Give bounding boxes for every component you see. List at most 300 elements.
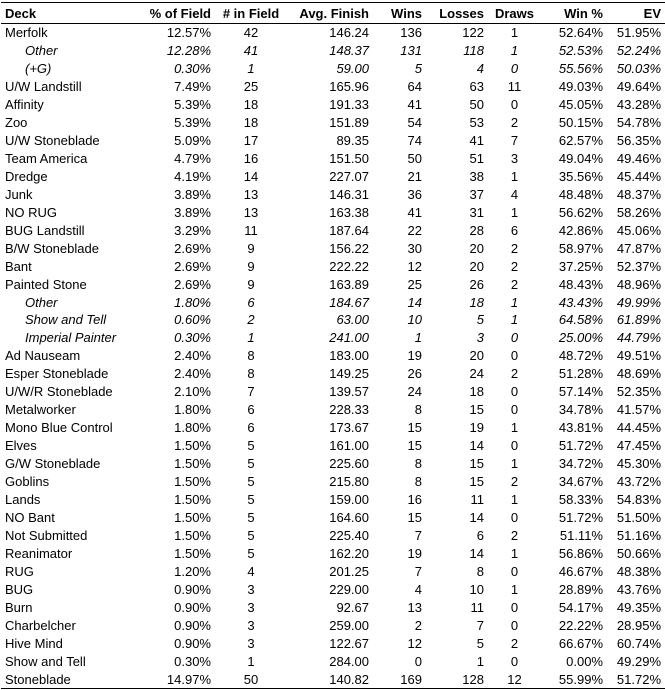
losses-cell: 31 [469,204,484,220]
table-subrow [1,59,665,77]
wins-cell: 15 [407,420,422,436]
ev-cell: 48.37% [616,186,661,202]
deck-name-cell: RUG [5,564,34,580]
losses-cell: 20 [469,348,484,364]
win-percent-cell: 34.78% [558,402,603,418]
table-row [1,509,665,527]
number-in-field-cell: 5 [247,438,255,454]
average-finish-cell: 183.00 [329,348,369,364]
draws-cell: 7 [510,132,519,148]
draws-cell: 0 [510,348,519,364]
deck-name-cell: Stoneblade [1,670,135,688]
deck-name-cell: Other [25,42,58,58]
win-percent-cell: 51.28% [558,366,603,382]
ev-cell: 49.99% [616,294,661,310]
wins-cell: 15 [407,510,422,526]
win-percent-cell: 51.72% [558,438,603,454]
average-finish-cell: 222.22 [329,258,369,274]
number-in-field-cell: 25 [243,78,259,94]
deck-name-cell: Painted Stone [5,276,87,292]
table-row [1,599,665,617]
wins-cell: 2 [414,617,422,633]
win-percent-cell: 57.14% [558,384,603,400]
win-percent-cell: 55.99% [541,670,607,688]
deck-name-cell: Mono Blue Control [5,420,113,436]
percent-of-field-cell: 0.30% [174,653,211,669]
percent-of-field-cell: 2.69% [174,240,211,256]
wins-cell: 22 [407,222,422,238]
table-row [1,275,665,293]
table-subrow [1,329,665,347]
column-header-ev: EV [607,3,665,24]
win-percent-cell: 0.00% [566,653,603,669]
ev-cell: 50.03% [616,60,661,76]
average-finish-cell: 241.00 [329,330,369,346]
average-finish-cell: 184.67 [329,294,369,310]
column-header-draws: Draws [488,3,541,24]
losses-cell: 122 [462,25,484,41]
ev-cell: 51.72% [607,670,665,688]
ev-cell: 52.35% [616,384,661,400]
ev-cell: 49.51% [616,348,661,364]
wins-cell: 8 [414,456,422,472]
deck-name-cell: NO RUG [5,204,57,220]
draws-cell: 2 [510,635,519,651]
win-percent-cell: 46.67% [558,564,603,580]
table-row [1,203,665,221]
table-row [1,670,665,688]
number-in-field-cell: 50 [215,670,287,688]
losses-cell: 19 [469,420,484,436]
average-finish-cell: 187.64 [329,222,369,238]
percent-of-field-cell: 2.10% [174,384,211,400]
average-finish-cell: 59.00 [336,60,369,76]
wins-cell: 7 [414,528,422,544]
losses-cell: 14 [469,510,484,526]
draws-cell: 2 [510,474,519,490]
deck-name-cell: Elves [5,438,37,454]
deck-name-cell: Burn [5,599,33,615]
win-percent-cell: 22.22% [558,617,603,633]
wins-cell: 30 [407,240,422,256]
number-in-field-cell: 6 [247,402,255,418]
percent-of-field-cell: 3.89% [174,204,211,220]
win-percent-cell: 55.56% [558,60,603,76]
table-row [1,527,665,545]
wins-cell: 36 [407,186,422,202]
number-in-field-cell: 2 [247,312,255,328]
losses-cell: 3 [476,330,484,346]
average-finish-cell: 151.50 [329,150,369,166]
percent-of-field-cell: 1.80% [174,294,211,310]
number-in-field-cell: 18 [243,96,259,112]
draws-cell: 0 [510,402,519,418]
losses-cell: 28 [469,222,484,238]
table-row [1,167,665,185]
win-percent-cell: 48.72% [558,348,603,364]
losses-cell: 5 [476,635,484,651]
table-row [1,437,665,455]
percent-of-field-cell: 0.30% [174,330,211,346]
percent-of-field-cell: 1.50% [174,528,211,544]
table-subrow [1,311,665,329]
percent-of-field-cell: 4.79% [174,150,211,166]
number-in-field-cell: 6 [247,420,255,436]
ev-cell: 52.37% [616,258,661,274]
win-percent-cell: 54.17% [558,599,603,615]
table-row [1,545,665,563]
win-percent-cell: 51.72% [558,510,603,526]
losses-cell: 11 [470,599,484,615]
wins-cell: 64 [407,78,422,94]
table-row [1,365,665,383]
draws-cell: 0 [510,438,519,454]
deck-name-cell: Bant [5,258,32,274]
percent-of-field-cell: 7.49% [174,78,211,94]
ev-cell: 51.50% [616,510,661,526]
table-row [1,24,665,42]
ev-cell: 49.29% [616,653,661,669]
wins-cell: 12 [407,635,422,651]
deck-name-cell: G/W Stoneblade [5,456,101,472]
average-finish-cell: 89.35 [336,132,369,148]
losses-cell: 38 [469,168,484,184]
draws-cell: 0 [510,653,519,669]
draws-cell: 2 [510,240,519,256]
deck-name-cell: Esper Stoneblade [5,366,109,382]
percent-of-field-cell: 5.39% [174,114,211,130]
ev-cell: 49.46% [616,150,661,166]
deck-name-cell: NO Bant [5,510,55,526]
wins-cell: 8 [414,402,422,418]
average-finish-cell: 215.80 [329,474,369,490]
average-finish-cell: 146.31 [329,186,369,202]
average-finish-cell: 229.00 [329,582,369,598]
win-percent-cell: 50.15% [558,114,603,130]
losses-cell: 53 [469,114,484,130]
percent-of-field-cell: 3.89% [174,186,211,202]
draws-cell: 0 [510,384,519,400]
table-row [1,401,665,419]
deck-name-cell: Merfolk [5,25,48,41]
wins-cell: 136 [400,25,422,41]
number-in-field-cell: 41 [243,42,259,58]
deck-name-cell: B/W Stoneblade [5,240,99,256]
losses-cell: 20 [469,240,484,256]
deck-name-cell: Not Submitted [5,528,88,544]
table-row [1,634,665,652]
wins-cell: 12 [407,258,422,274]
number-in-field-cell: 9 [247,276,255,292]
average-finish-cell: 156.22 [329,240,369,256]
wins-cell: 25 [407,276,422,292]
percent-of-field-cell: 0.90% [174,617,211,633]
draws-cell: 0 [510,510,519,526]
ev-cell: 54.83% [616,492,661,508]
losses-cell: 50 [469,96,484,112]
number-in-field-cell: 6 [247,294,255,310]
draws-cell: 1 [510,456,519,472]
column-header-wins: Wins [373,3,426,24]
win-percent-cell: 56.86% [558,546,603,562]
win-percent-cell: 49.04% [558,150,603,166]
percent-of-field-cell: 4.19% [174,168,211,184]
draws-cell: 1 [510,294,519,310]
ev-cell: 51.95% [616,25,661,41]
average-finish-cell: 146.24 [329,25,369,41]
losses-cell: 37 [469,186,484,202]
average-finish-cell: 201.25 [329,564,369,580]
win-percent-cell: 64.58% [558,312,603,328]
number-in-field-cell: 13 [243,204,259,220]
losses-cell: 128 [426,670,488,688]
deck-name-cell: Show and Tell [25,312,107,328]
win-percent-cell: 48.48% [558,186,603,202]
losses-cell: 14 [469,546,484,562]
win-percent-cell: 34.72% [558,456,603,472]
table-row [1,473,665,491]
ev-cell: 43.72% [616,474,661,490]
losses-cell: 14 [469,438,484,454]
losses-cell: 6 [476,528,484,544]
deck-name-cell: U/W/R Stoneblade [5,384,113,400]
column-header-win-percent: Win % [541,3,607,24]
number-in-field-cell: 5 [247,510,255,526]
percent-of-field-cell: 5.09% [174,132,211,148]
deck-name-cell: (+G) [25,60,52,76]
draws-cell: 2 [510,114,519,130]
win-percent-cell: 52.64% [558,25,603,41]
table-row [1,455,665,473]
number-in-field-cell: 4 [247,564,255,580]
ev-cell: 47.87% [616,240,661,256]
ev-cell: 60.74% [616,635,661,651]
average-finish-cell: 162.20 [329,546,369,562]
table-subrow [1,41,665,59]
ev-cell: 58.26% [616,204,661,220]
number-in-field-cell: 3 [247,582,255,598]
percent-of-field-cell: 0.90% [174,582,211,598]
average-finish-cell: 149.25 [329,366,369,382]
table-row [1,77,665,95]
wins-cell: 16 [407,492,422,508]
losses-cell: 11 [470,492,484,508]
draws-cell: 0 [510,330,519,346]
table-row [1,95,665,113]
deck-name-cell: BUG [5,582,34,598]
average-finish-cell: 259.00 [329,617,369,633]
table-row [1,616,665,634]
win-percent-cell: 37.25% [558,258,603,274]
win-percent-cell: 42.86% [558,222,603,238]
win-percent-cell: 45.05% [558,96,603,112]
average-finish-cell: 191.33 [329,96,369,112]
percent-of-field-cell: 0.30% [174,60,211,76]
losses-cell: 26 [469,276,484,292]
losses-cell: 51 [469,150,484,166]
win-percent-cell: 58.97% [558,240,603,256]
losses-cell: 8 [476,564,484,580]
draws-cell: 2 [510,528,519,544]
losses-cell: 15 [469,474,484,490]
win-percent-cell: 51.11% [559,528,603,544]
ev-cell: 43.76% [616,582,661,598]
percent-of-field-cell: 0.90% [174,635,211,651]
wins-cell: 0 [414,653,422,669]
ev-cell: 45.06% [616,222,661,238]
losses-cell: 24 [469,366,484,382]
ev-cell: 47.45% [616,438,661,454]
average-finish-cell: 63.00 [336,312,369,328]
percent-of-field-cell: 1.50% [174,546,211,562]
ev-cell: 48.69% [616,366,661,382]
percent-of-field-cell: 5.39% [174,96,211,112]
average-finish-cell: 227.07 [329,168,369,184]
deck-name-cell: Charbelcher [5,617,76,633]
wins-cell: 169 [373,670,426,688]
average-finish-cell: 225.60 [329,456,369,472]
draws-cell: 2 [510,366,519,382]
wins-cell: 1 [414,330,422,346]
wins-cell: 19 [407,546,422,562]
losses-cell: 10 [469,582,484,598]
percent-of-field-cell: 1.50% [174,474,211,490]
deck-name-cell: Team America [5,150,88,166]
average-finish-cell: 139.57 [329,384,369,400]
losses-cell: 4 [476,60,484,76]
win-percent-cell: 43.43% [558,294,603,310]
average-finish-cell: 284.00 [329,653,369,669]
ev-cell: 44.79% [616,330,661,346]
table-body [1,24,665,689]
draws-cell: 0 [510,599,519,615]
number-in-field-cell: 16 [243,150,259,166]
number-in-field-cell: 1 [247,330,255,346]
percent-of-field-cell: 14.97% [135,670,215,688]
table-row [1,563,665,581]
table-row [1,383,665,401]
ev-cell: 54.78% [616,114,661,130]
draws-cell: 1 [510,204,519,220]
losses-cell: 18 [469,294,484,310]
draws-cell: 0 [510,60,519,76]
number-in-field-cell: 5 [247,474,255,490]
percent-of-field-cell: 12.28% [166,42,211,58]
table-subrow [1,293,665,311]
win-percent-cell: 43.81% [558,420,603,436]
percent-of-field-cell: 2.40% [174,366,211,382]
column-header-deck: Deck [1,3,135,24]
average-finish-cell: 164.60 [329,510,369,526]
wins-cell: 19 [407,348,422,364]
ev-cell: 41.57% [616,402,661,418]
percent-of-field-cell: 2.69% [174,258,211,274]
table-row [1,347,665,365]
percent-of-field-cell: 1.50% [174,438,211,454]
percent-of-field-cell: 1.80% [174,402,211,418]
percent-of-field-cell: 1.50% [174,492,211,508]
deck-name-cell: Hive Mind [5,635,63,651]
draws-cell: 11 [507,78,522,94]
wins-cell: 15 [407,438,422,454]
number-in-field-cell: 9 [247,258,255,274]
percent-of-field-cell: 0.90% [174,599,211,615]
deck-statistics-table [1,2,665,689]
average-finish-cell: 151.89 [329,114,369,130]
draws-cell: 1 [510,168,519,184]
deck-name-cell: Junk [5,186,33,202]
losses-cell: 15 [469,402,484,418]
number-in-field-cell: 5 [247,456,255,472]
deck-name-cell: BUG Landstill [5,222,85,238]
column-header-number-in-field: # in Field [215,3,287,24]
number-in-field-cell: 1 [247,653,255,669]
deck-name-cell: U/W Landstill [5,78,82,94]
average-finish-cell: 122.67 [329,635,369,651]
draws-cell: 1 [510,582,519,598]
losses-cell: 1 [476,653,484,669]
number-in-field-cell: 5 [247,492,255,508]
draws-cell: 4 [510,186,519,202]
ev-cell: 28.95% [616,617,661,633]
number-in-field-cell: 7 [247,384,255,400]
losses-cell: 63 [469,78,484,94]
deck-name-cell: Other [25,294,58,310]
deck-name-cell: Affinity [5,96,44,112]
win-percent-cell: 58.33% [558,492,603,508]
average-finish-cell: 225.40 [329,528,369,544]
number-in-field-cell: 3 [247,599,255,615]
number-in-field-cell: 5 [247,546,255,562]
table-row [1,419,665,437]
number-in-field-cell: 9 [247,240,255,256]
number-in-field-cell: 14 [243,168,259,184]
draws-cell: 1 [510,420,519,436]
deck-name-cell: Zoo [5,114,28,130]
ev-cell: 44.45% [616,420,661,436]
wins-cell: 10 [407,312,422,328]
ev-cell: 49.64% [616,78,661,94]
percent-of-field-cell: 0.60% [174,312,211,328]
draws-cell: 1 [510,312,519,328]
losses-cell: 15 [469,456,484,472]
percent-of-field-cell: 3.29% [174,222,211,238]
wins-cell: 41 [407,204,422,220]
average-finish-cell: 228.33 [329,402,369,418]
win-percent-cell: 66.67% [558,635,603,651]
draws-cell: 2 [510,258,519,274]
draws-cell: 1 [510,42,519,58]
number-in-field-cell: 1 [247,60,255,76]
wins-cell: 8 [414,474,422,490]
percent-of-field-cell: 1.50% [174,456,211,472]
deck-name-cell: Metalworker [5,402,76,418]
deck-name-cell: Lands [5,492,41,508]
number-in-field-cell: 8 [247,366,255,382]
average-finish-cell: 148.37 [329,42,369,58]
ev-cell: 52.24% [616,42,661,58]
ev-cell: 48.96% [616,276,661,292]
losses-cell: 18 [469,384,484,400]
header-row [1,3,665,24]
average-finish-cell: 165.96 [329,78,369,94]
number-in-field-cell: 17 [243,132,259,148]
table-header [1,3,665,24]
number-in-field-cell: 3 [247,635,255,651]
wins-cell: 21 [407,168,422,184]
number-in-field-cell: 8 [247,348,255,364]
column-header-average-finish: Avg. Finish [287,3,373,24]
